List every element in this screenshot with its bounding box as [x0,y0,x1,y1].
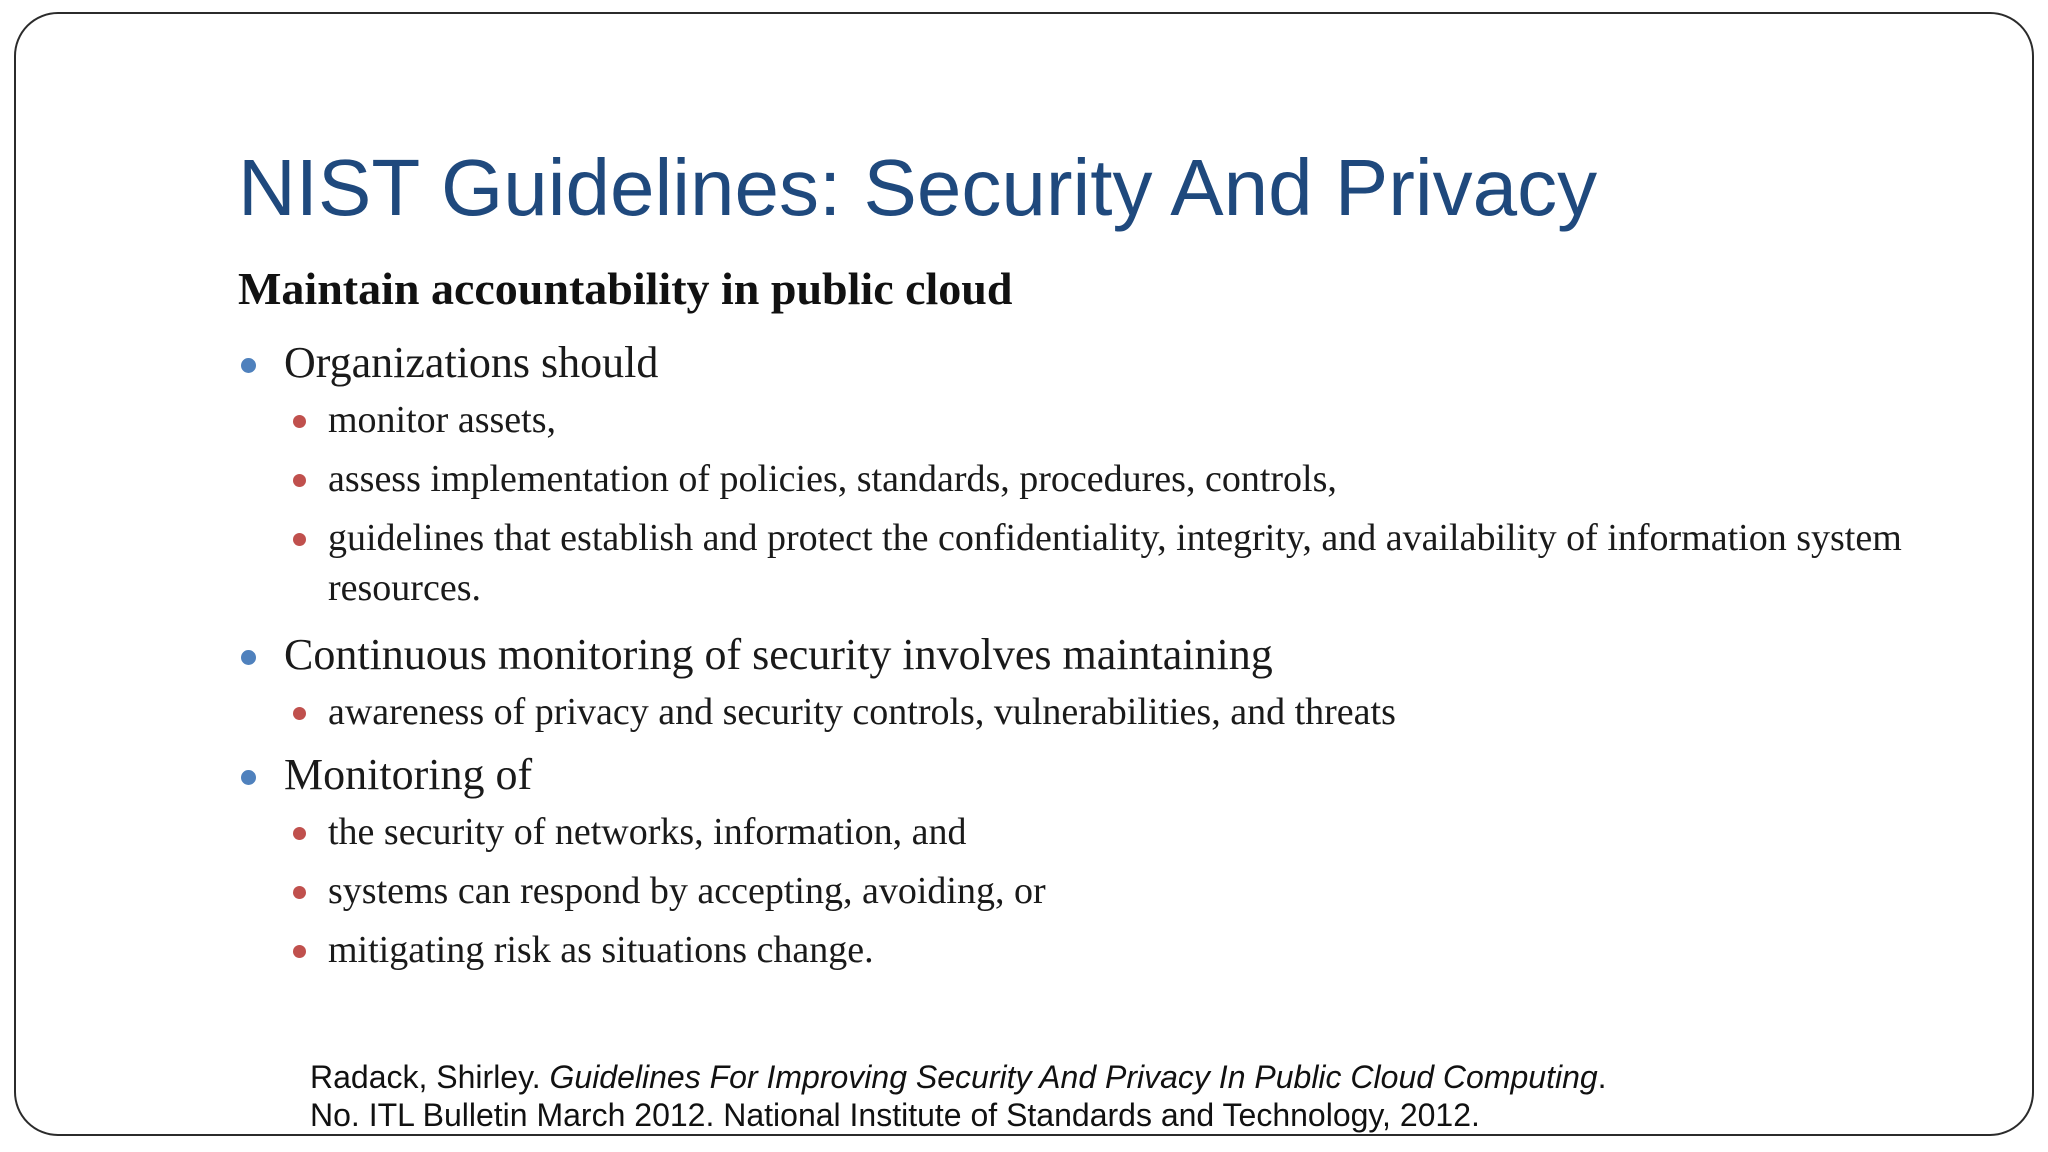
slide-title: NIST Guidelines: Security And Privacy [238,143,1598,232]
sub-bullet-text: awareness of privacy and security controls, vulnerabilities, and threats [328,691,1396,733]
citation-work-title: Guidelines For Improving Security And Privacy In Public Cloud Computing [549,1059,1598,1095]
sub-bullet-dot-icon [293,886,306,899]
sub-bullet-item [238,395,1958,445]
citation-author: Radack, Shirley. [310,1059,550,1095]
sub-bullet-text: monitor assets, [328,399,556,441]
slide-subtitle: Maintain accountability in public cloud [238,263,1013,314]
sub-bullet-item [238,807,1958,857]
sub-bullet-item [238,687,1958,737]
sub-bullet-text: mitigating risk as situations change. [328,929,874,971]
sub-bullet-item [238,866,1958,916]
sub-bullet-item [238,925,1958,975]
bullet-list [238,327,1958,975]
slide-frame [14,12,2034,1136]
bullet-dot-icon [241,770,256,785]
sub-bullet-dot-icon [293,945,306,958]
sub-bullet-text: systems can respond by accepting, avoiding, or [328,870,1046,912]
bullet-dot-icon [241,358,256,373]
bullet-item [238,747,1958,803]
sub-bullet-item [238,513,1958,613]
citation [310,1058,1607,1134]
citation-line-1 [310,1058,1607,1096]
sub-bullet-dot-icon [293,415,306,428]
sub-bullet-text: assess implementation of policies, standards, procedures, controls, [328,458,1337,500]
sub-bullet-dot-icon [293,533,306,546]
sub-bullet-item [238,454,1958,504]
sub-bullet-dot-icon [293,707,306,720]
citation-line-2: No. ITL Bulletin March 2012. National Institute of Standards and Technology, 2012. [310,1097,1480,1133]
citation-period: . [1597,1059,1607,1095]
bullet-dot-icon [241,650,256,665]
sub-bullet-text: guidelines that establish and protect the confidentiality, integrity, and availability of information system resources. [328,517,1902,609]
sub-bullet-dot-icon [293,474,306,487]
bullet-text: Organizations should [284,338,659,387]
bullet-text: Continuous monitoring of security involves maintaining [284,630,1273,679]
sub-bullet-text: the security of networks, information, and [328,811,967,853]
sub-bullet-dot-icon [293,827,306,840]
bullet-item [238,335,1958,391]
bullet-text: Monitoring of [284,750,533,799]
bullet-item [238,627,1958,683]
